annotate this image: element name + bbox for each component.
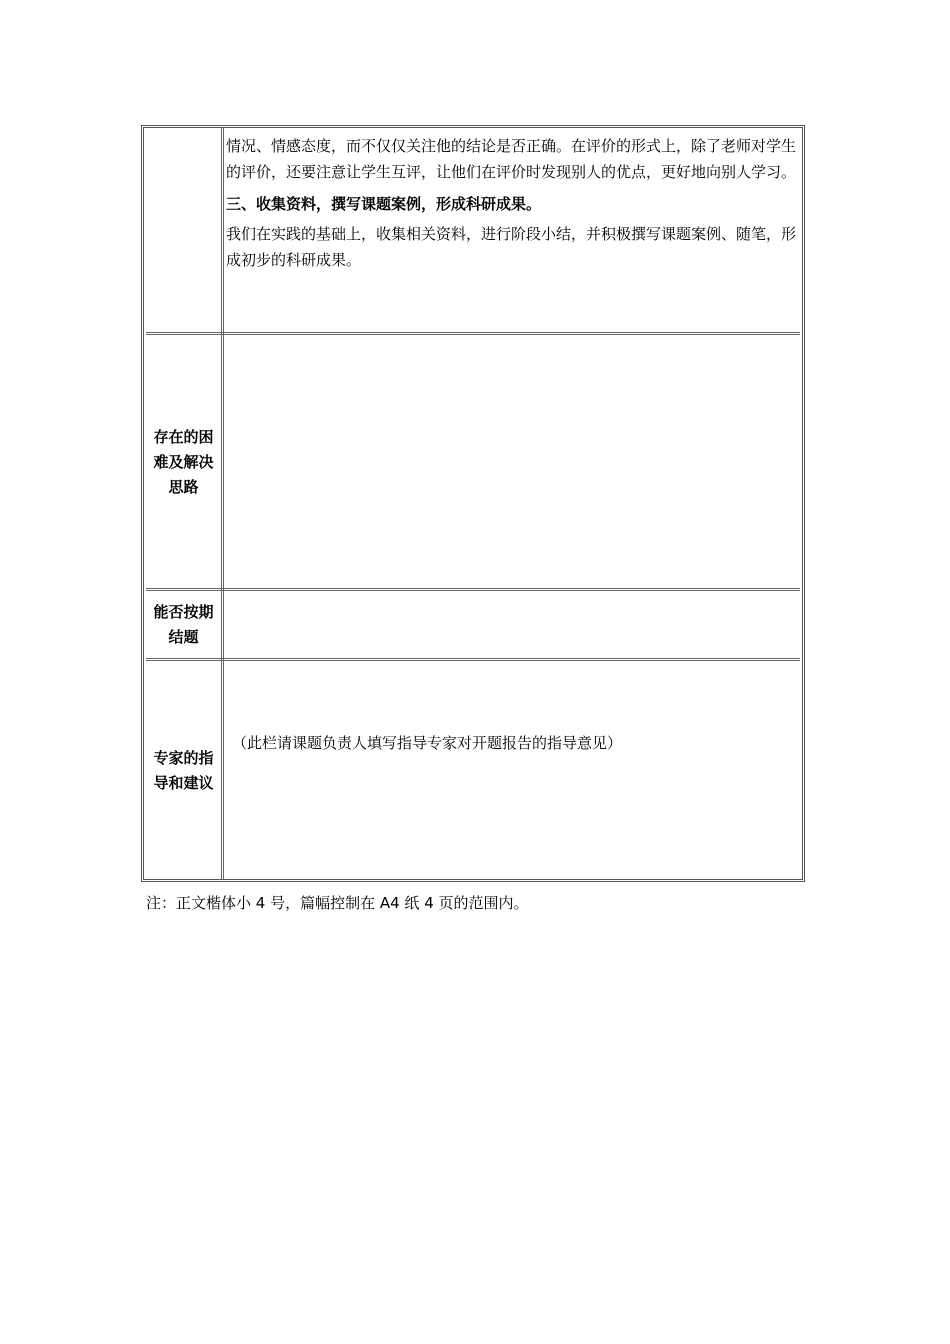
row-label-difficulties: 存在的困难及解决思路 <box>153 427 214 496</box>
content-paragraph: 情况、情感态度，而不仅仅关注他的结论是否正确。在评价的形式上，除了老师对学生的评价，还要注意让学生互评，让他们在评价时发现别人的优点，更好地向别人学习。 <box>226 137 797 181</box>
row-divider <box>146 588 800 591</box>
row-divider <box>146 658 800 661</box>
table-row-progress-continued <box>144 128 802 333</box>
content-paragraph: 我们在实践的基础上，收集相关资料，进行阶段小结，并积极撰写课题案例、随笔，形成初步的科研成果。 <box>226 225 797 269</box>
report-form-table <box>141 125 805 882</box>
row-divider <box>146 332 800 335</box>
row-label-on-time: 能否按期结题 <box>153 603 214 646</box>
table-row-expert-guidance <box>144 662 802 879</box>
row-label-empty <box>144 128 223 333</box>
row-label-expert-guidance: 专家的指导和建议 <box>153 748 214 792</box>
row-content-expert-guidance <box>232 730 796 756</box>
table-row-on-time <box>144 592 802 658</box>
guidance-instruction: （此栏请课题负责人填写指导专家对开题报告的指导意见） <box>232 734 623 752</box>
table-row-difficulties <box>144 336 802 588</box>
footnote: 注：正文楷体小 4 号，篇幅控制在 A4 纸 4 页的范围内。 <box>146 894 529 912</box>
row-content-progress <box>226 133 796 273</box>
section-heading: 三、收集资料，撰写课题案例，形成科研成果。 <box>226 195 542 213</box>
